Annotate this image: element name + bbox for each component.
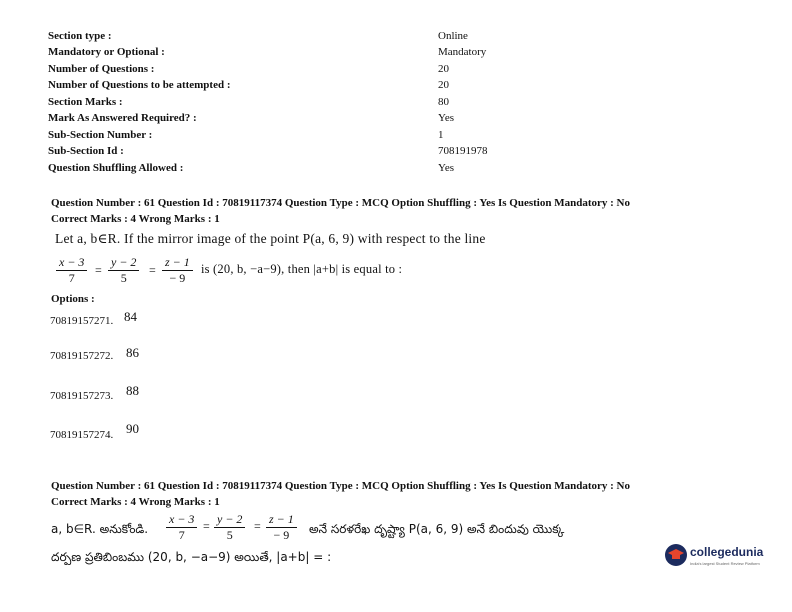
fraction-y-numerator: y − 2 [214, 512, 245, 528]
equals-sign: = [254, 519, 261, 533]
mandatory-value: Mandatory [438, 46, 487, 58]
question-text-line2: is (20, b, −a−9), then |a+b| is equal to : [201, 262, 403, 276]
fraction-z-denominator: − 9 [169, 271, 186, 285]
subsection-id-value: 708191978 [438, 145, 488, 157]
question-text-suffix: అనే సరళరేఖ దృష్ట్యా P(a, 6, 9) అనే బిందువు యొక్క [309, 522, 565, 536]
mark-answered-label: Mark As Answered Required? : [48, 112, 197, 124]
fraction-z [162, 255, 193, 286]
logo-name: collegedunia [690, 545, 764, 559]
equals-sign: = [149, 263, 156, 277]
section-type-label: Section type : [48, 30, 112, 42]
fraction-z [266, 512, 297, 543]
section-marks-label: Section Marks : [48, 96, 123, 108]
options-label: Options : [51, 293, 95, 305]
question-text-line1: Let a, b∈R. If the mirror image of the point P(a, 6, 9) with respect to the line [55, 231, 486, 246]
subsection-id-label: Sub-Section Id : [48, 145, 124, 157]
graduation-cap-icon [664, 543, 688, 567]
option-id: 70819157273. [50, 390, 114, 402]
fraction-x [166, 512, 197, 543]
mandatory-label: Mandatory or Optional : [48, 46, 165, 58]
mark-answered-value: Yes [438, 112, 455, 124]
collegedunia-logo [664, 541, 774, 577]
logo-tagline: India's largest Student Review Platform [690, 561, 760, 566]
question-text-line2: దర్పణ ప్రతిబింబము (20, b, −a−9) అయితే, |a+b| = : [51, 550, 332, 564]
marks-line: Correct Marks : 4 Wrong Marks : 1 [51, 496, 220, 508]
fraction-z-numerator: z − 1 [266, 512, 297, 528]
question-header: Question Number : 61 Question Id : 70819117374 Question Type : MCQ Option Shuffling : Yes Is Question Mandatory : No [51, 197, 630, 209]
subsection-number-value: 1 [438, 129, 444, 141]
option-value: 86 [126, 345, 139, 360]
option-value: 90 [126, 421, 139, 436]
fraction-x-denominator: 7 [178, 528, 185, 542]
num-attempt-label: Number of Questions to be attempted : [48, 79, 231, 91]
fraction-y-denominator: 5 [226, 528, 233, 542]
option-id: 70819157272. [50, 350, 114, 362]
equals-sign: = [95, 263, 102, 277]
fraction-z-denominator: − 9 [273, 528, 290, 542]
subsection-number-label: Sub-Section Number : [48, 129, 153, 141]
marks-line: Correct Marks : 4 Wrong Marks : 1 [51, 213, 220, 225]
fraction-z-numerator: z − 1 [162, 255, 193, 271]
fraction-x [56, 255, 87, 286]
question-header: Question Number : 61 Question Id : 70819117374 Question Type : MCQ Option Shuffling : Yes Is Question Mandatory : No [51, 480, 630, 492]
fraction-x-numerator: x − 3 [166, 512, 197, 528]
equals-sign: = [203, 519, 210, 533]
option-id: 70819157274. [50, 429, 114, 441]
fraction-x-denominator: 7 [68, 271, 75, 285]
question-text-prefix: a, b∈R. అనుకోండి. [51, 522, 149, 536]
option-value: 84 [124, 309, 137, 324]
shuffling-value: Yes [438, 162, 455, 174]
num-attempt-value: 20 [438, 79, 449, 91]
fraction-x-numerator: x − 3 [56, 255, 87, 271]
fraction-y [214, 512, 245, 543]
fraction-y-denominator: 5 [120, 271, 127, 285]
num-questions-value: 20 [438, 63, 449, 75]
shuffling-label: Question Shuffling Allowed : [48, 162, 184, 174]
option-id: 70819157271. [50, 315, 114, 327]
section-marks-value: 80 [438, 96, 449, 108]
fraction-y [108, 255, 139, 286]
fraction-y-numerator: y − 2 [108, 255, 139, 271]
num-questions-label: Number of Questions : [48, 63, 155, 75]
option-value: 88 [126, 383, 139, 398]
section-type-value: Online [438, 30, 468, 42]
